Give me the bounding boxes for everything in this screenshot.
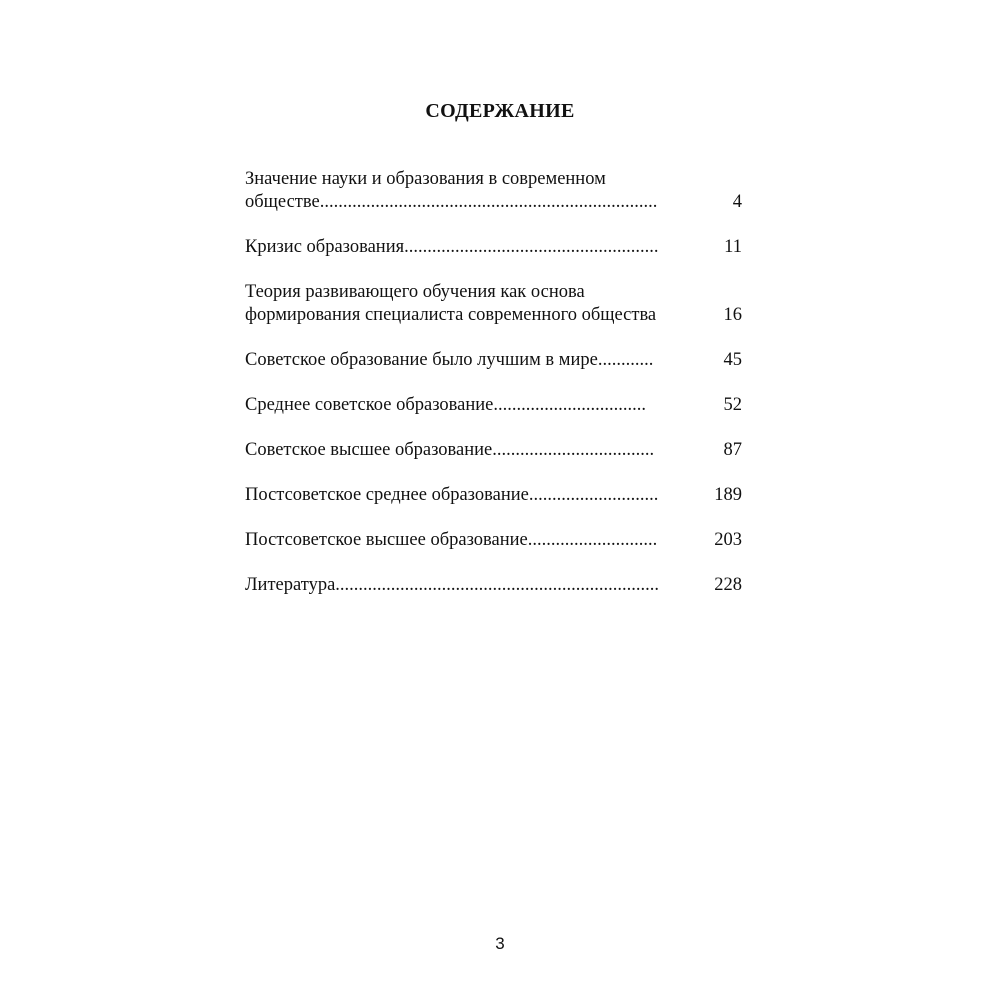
toc-entry-page: 228 [714,575,742,595]
toc-entry-1[interactable] [245,168,755,214]
toc-entry-2[interactable] [245,236,755,259]
toc-entry-5[interactable] [245,394,755,417]
toc-entry-text [245,236,697,259]
toc-entry-text [245,394,697,417]
page-number: 3 [495,934,505,953]
toc-entry-9[interactable] [245,574,755,597]
toc-entry-page: 11 [724,237,742,257]
toc-entry-title-line: Теория развивающего обучения как основа [245,282,585,302]
toc-entry-text [245,281,697,327]
table-of-contents [245,168,755,619]
toc-entry-3[interactable] [245,281,755,327]
toc-entry-text [245,349,697,372]
toc-entry-page: 189 [714,485,742,505]
toc-entry-title-line: Значение науки и образования в современном [245,169,606,189]
toc-entry-title-line: Среднее советское образование................................. [245,395,647,415]
toc-entry-6[interactable] [245,439,755,462]
toc-entry-8[interactable] [245,529,755,552]
toc-entry-title-line: Советское высшее образование................................... [245,440,655,460]
toc-entry-title-line: Кризис образования....................................................... [245,237,659,257]
toc-entry-title-line: Постсоветское высшее образование............................ [245,530,658,550]
toc-entry-text [245,529,697,552]
toc-entry-page: 52 [723,395,742,415]
toc-entry-page: 203 [714,530,742,550]
toc-entry-page: 16 [723,305,742,325]
toc-entry-page: 87 [723,440,742,460]
toc-entry-page: 4 [732,192,742,212]
toc-entry-4[interactable] [245,349,755,372]
toc-entry-title-line: Постсоветское среднее образование............................ [245,485,659,505]
toc-entry-title-line: обществе......................................................................... [245,192,658,212]
toc-entry-text [245,439,697,462]
toc-entry-text [245,574,697,597]
page-title: СОДЕРЖАНИЕ [425,100,575,122]
toc-entry-title-line: формирования специалиста современного общества [245,305,657,325]
toc-entry-text [245,168,697,214]
toc-entry-title-line: Советское образование было лучшим в мире............ [245,350,654,370]
toc-entry-title-line: Литература...................................................................... [245,575,660,595]
toc-entry-text [245,484,697,507]
toc-entry-7[interactable] [245,484,755,507]
toc-entry-page: 45 [723,350,742,370]
